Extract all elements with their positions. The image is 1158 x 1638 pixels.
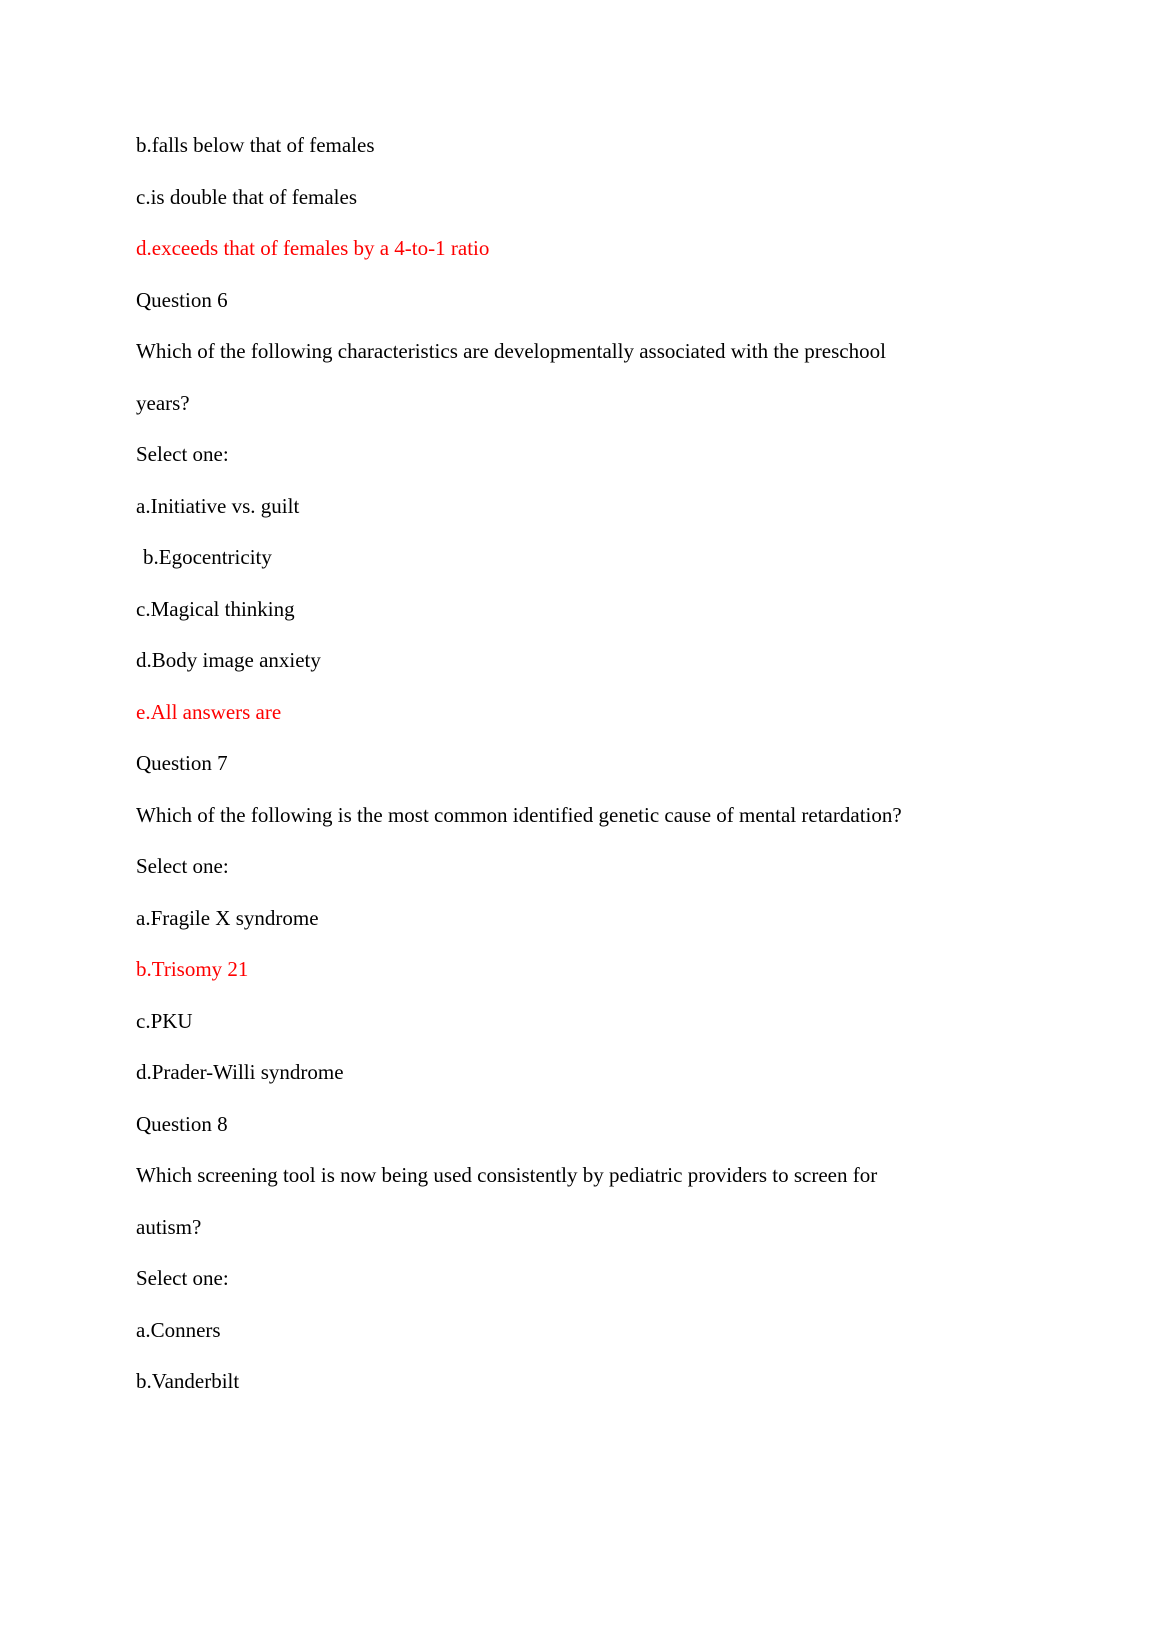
document-line: Select one:: [136, 854, 229, 878]
document-line: a.Initiative vs. guilt: [136, 493, 300, 518]
document-line: Which of the following is the most common identified genetic cause of mental retardation?: [136, 802, 902, 827]
document-line: c.is double that of females: [136, 184, 358, 209]
document-line: Select one:: [136, 1266, 229, 1290]
document-line: b.Egocentricity: [143, 545, 272, 569]
document-line: d.Body image anxiety: [136, 648, 321, 672]
document-line: years?: [136, 390, 190, 415]
document-line: Question 6: [136, 287, 228, 312]
document-line: autism?: [136, 1214, 202, 1239]
document-line: b.Vanderbilt: [136, 1369, 240, 1393]
document-line: Select one:: [136, 442, 229, 466]
document-line: c.PKU: [136, 1008, 193, 1033]
document-line: Which screening tool is now being used consistently by pediatric providers to screen for: [136, 1163, 878, 1187]
document-line: d.exceeds that of females by a 4-to-1 ratio: [136, 236, 490, 260]
document-line: Question 8: [136, 1111, 228, 1136]
document-line: a.Fragile X syndrome: [136, 905, 319, 930]
document-line: b.falls below that of females: [136, 133, 375, 157]
document-line: a.Conners: [136, 1317, 221, 1342]
document-line: Which of the following characteristics are developmentally associated with the preschool: [136, 339, 886, 363]
document-line: e.All answers are: [136, 699, 282, 724]
document-line: c.Magical thinking: [136, 596, 295, 621]
document-line: Question 7: [136, 751, 228, 775]
document-line: b.Trisomy 21: [136, 957, 249, 981]
document-line: d.Prader-Willi syndrome: [136, 1060, 344, 1084]
